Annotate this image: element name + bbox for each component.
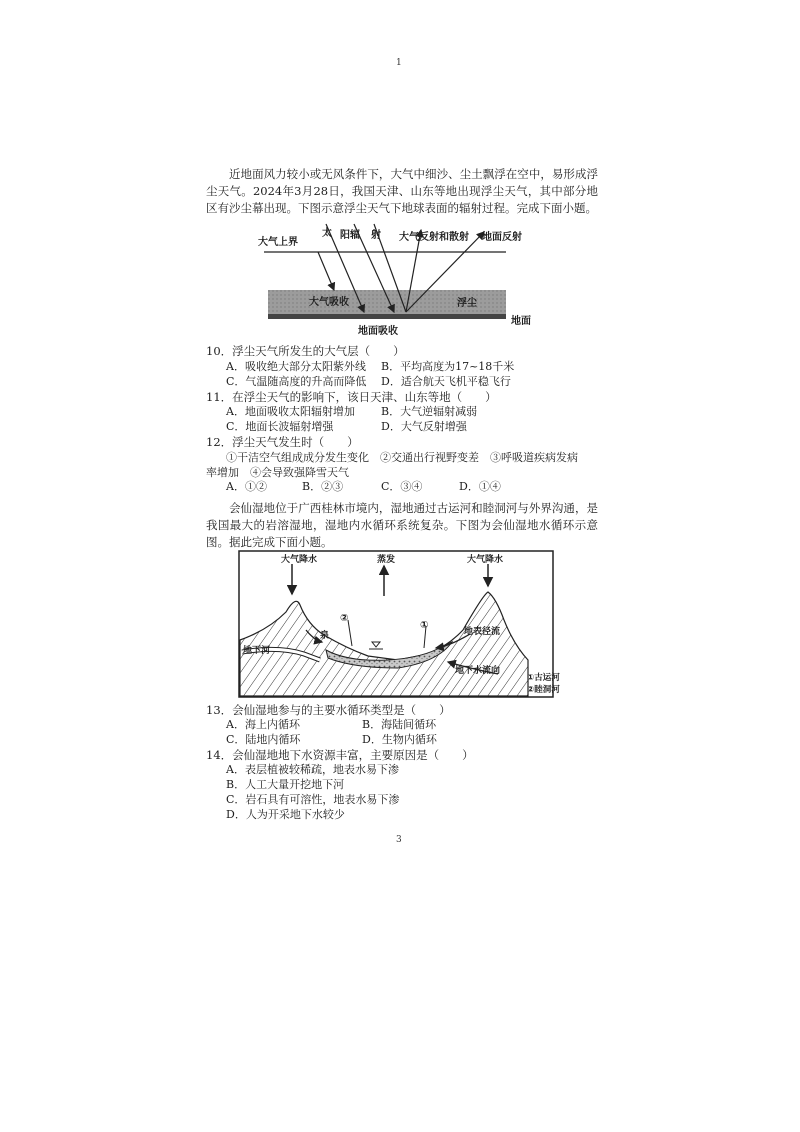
label-evaporation: 蒸发 bbox=[377, 555, 396, 565]
q10-option-d: D．适合航天飞机平稳飞行 bbox=[381, 375, 511, 388]
q12-statements-line2: 率增加 ④会导致强降雪天气 bbox=[206, 466, 349, 479]
q10-option-b: B．平均高度为17~18千米 bbox=[381, 360, 515, 373]
label-surface-runoff: 地表径流 bbox=[464, 627, 501, 637]
label-precip-left: 大气降水 bbox=[281, 555, 318, 565]
solar-ray-1 bbox=[318, 252, 334, 290]
q11-option-a: A．地面吸收太阳辐射增加 bbox=[226, 405, 355, 418]
q10-stem: 10．浮尘天气所发生的大气层（ ） bbox=[206, 344, 405, 358]
label-solar-1: 太 bbox=[322, 228, 332, 239]
q12-option-d: D．①④ bbox=[459, 480, 501, 493]
q12-statements-line1: ①干洁空气组成成分发生变化 ②交通出行视野变差 ③呼吸道疾病发病 bbox=[226, 451, 578, 464]
label-reflect-scatter: 大气反射和散射 bbox=[399, 232, 469, 243]
q11-stem: 11．在浮尘天气的影响下，该日天津、山东等地（ ） bbox=[206, 390, 497, 404]
q12-option-c: C．③④ bbox=[381, 480, 423, 493]
label-ground-absorb: 地面吸收 bbox=[358, 326, 398, 337]
legend-item-1: ①古运河 bbox=[527, 673, 560, 683]
q14-option-b: B．人工大量开挖地下河 bbox=[226, 778, 345, 791]
label-atmosphere-top: 大气上界 bbox=[258, 237, 298, 248]
q14-option-c: C．岩石具有可溶性，地表水易下渗 bbox=[226, 793, 400, 806]
intro-paragraph-2: 会仙湿地位于广西桂林市境内，湿地通过古运河和睦洞河与外界沟通，是我国最大的岩溶湿地，湿地内水循环系统复杂。下图为会仙湿地水循环示意图。据此完成下面小题。 bbox=[206, 501, 598, 549]
q13-option-d: D．生物内循环 bbox=[362, 733, 437, 746]
ground-surface bbox=[268, 314, 506, 319]
q13-option-b: B．海陆间循环 bbox=[362, 718, 437, 731]
label-solar-3: 射 bbox=[371, 230, 381, 241]
label-circle-2: ② bbox=[340, 613, 349, 624]
label-groundwater-flow: 地下水流向 bbox=[455, 666, 501, 676]
q14-stem: 14．会仙湿地地下水资源丰富，主要原因是（ ） bbox=[206, 748, 474, 762]
legend-item-2: ②睦洞河 bbox=[527, 685, 560, 695]
q12-option-b: B．②③ bbox=[302, 480, 344, 493]
label-circle-1: ① bbox=[420, 620, 429, 631]
label-ground-reflect: 地面反射 bbox=[482, 232, 522, 243]
q13-option-c: C．陆地内循环 bbox=[226, 733, 301, 746]
page-number-bottom: 3 bbox=[396, 835, 402, 845]
q10-option-a: A．吸收绝大部分太阳紫外线 bbox=[226, 360, 366, 373]
q10-option-c: C．气温随高度的升高而降低 bbox=[226, 375, 367, 388]
q12-stem: 12．浮尘天气发生时（ ） bbox=[206, 435, 359, 449]
page-number-top: 1 bbox=[396, 58, 402, 68]
q11-option-d: D．大气反射增强 bbox=[381, 420, 467, 433]
q14-option-d: D．人为开采地下水较少 bbox=[226, 808, 345, 821]
label-atmosphere-absorb: 大气吸收 bbox=[309, 297, 349, 308]
intro-paragraph-1: 近地面风力较小或无风条件下，大气中细沙、尘土飘浮在空中，易形成浮尘天气。2024年3月28日，我国天津、山东等地出现浮尘天气，其中部分地区有沙尘幕出现。下图示意浮尘天气下地球表面的辐射过程。完成下面小题。 bbox=[206, 167, 598, 215]
label-underground-river: 地下河 bbox=[243, 646, 271, 656]
wetland-water-cycle-diagram bbox=[238, 550, 554, 698]
q12-option-a: A．①② bbox=[226, 480, 267, 493]
label-precip-right: 大气降水 bbox=[467, 555, 504, 565]
label-spring: 泉 bbox=[320, 631, 330, 641]
q11-option-c: C．地面长波辐射增强 bbox=[226, 420, 334, 433]
q13-stem: 13．会仙湿地参与的主要水循环类型是（ ） bbox=[206, 703, 451, 717]
q14-option-a: A．表层植被较稀疏，地表水易下渗 bbox=[226, 763, 399, 776]
q11-option-b: B．大气逆辐射减弱 bbox=[381, 405, 478, 418]
label-ground: 地面 bbox=[511, 316, 531, 327]
q13-option-a: A．海上内循环 bbox=[226, 718, 300, 731]
label-dust: 浮尘 bbox=[457, 298, 477, 309]
label-solar-2: 阳辐 bbox=[340, 230, 360, 241]
